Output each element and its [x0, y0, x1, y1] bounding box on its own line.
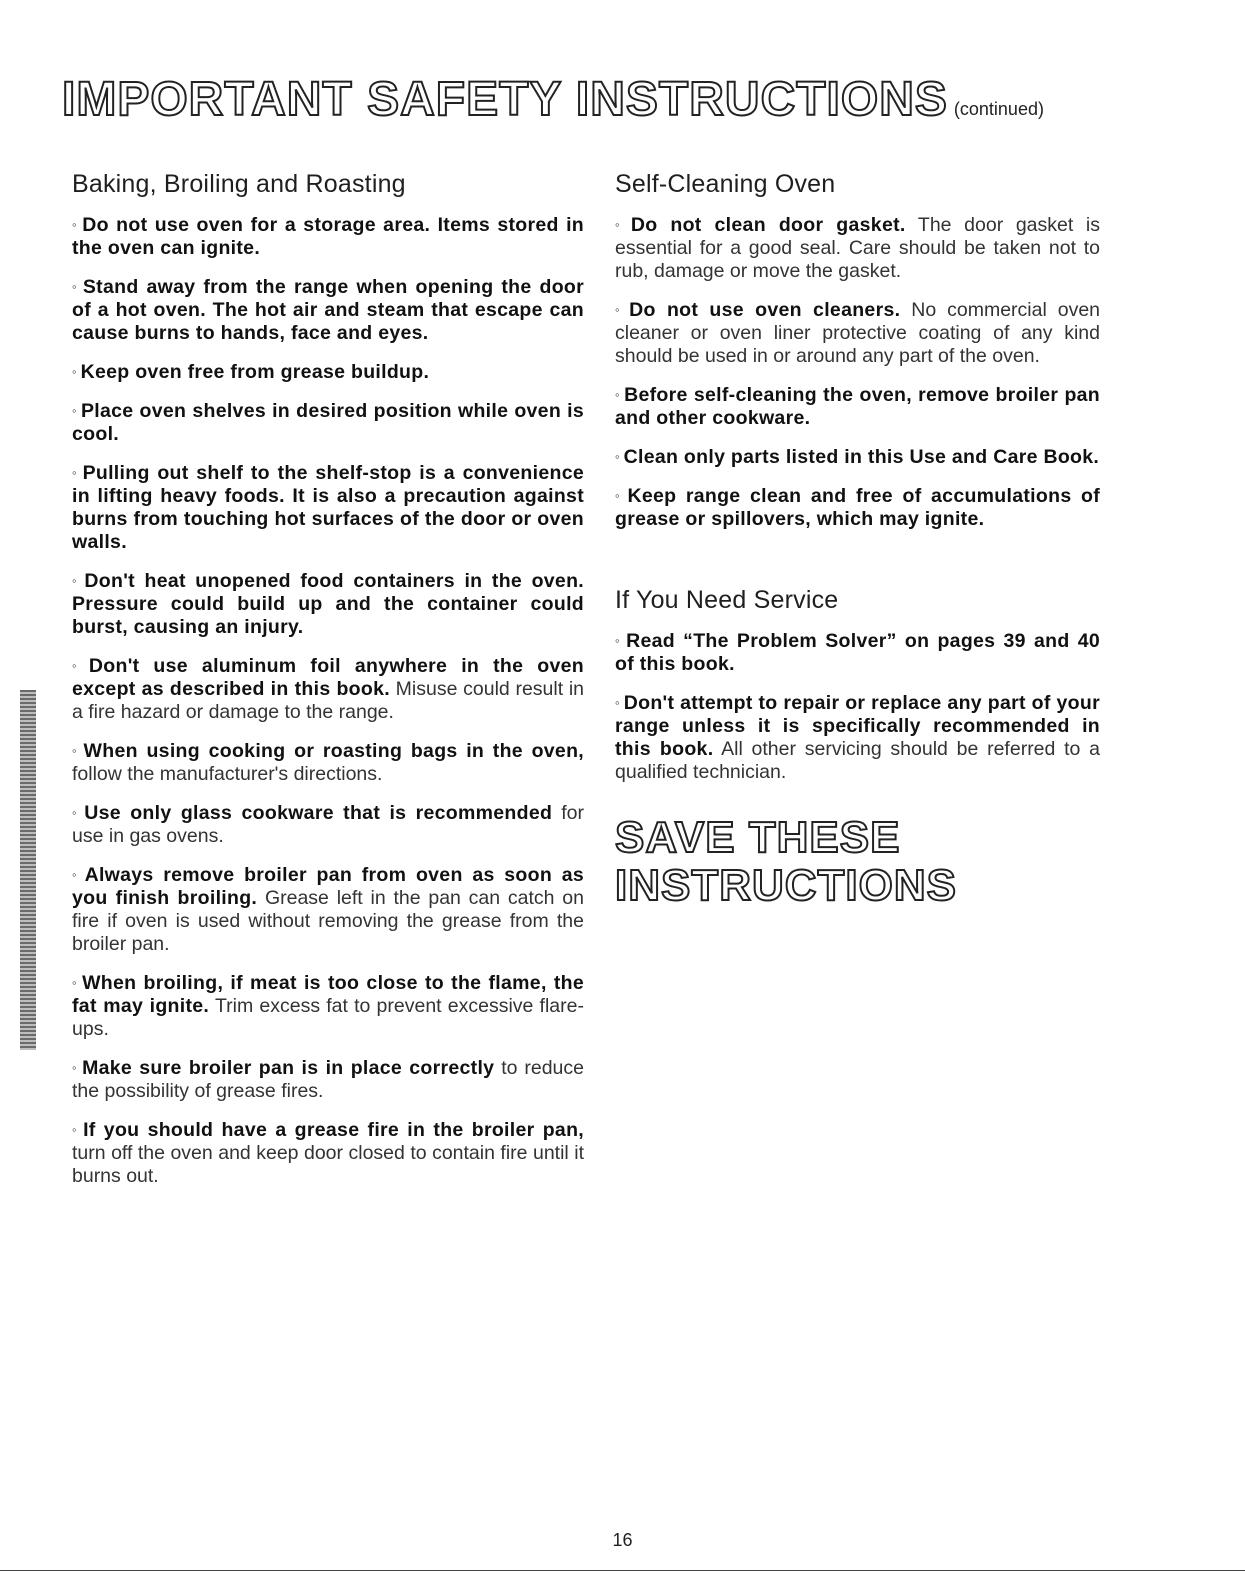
- instruction-item: [615, 383, 1100, 430]
- instruction-item: [72, 863, 584, 956]
- left-column: [72, 170, 584, 1203]
- bullet-icon: ◦: [72, 573, 81, 588]
- instruction-rest: to reduce the possibility of grease fires.: [72, 1057, 584, 1102]
- instruction-rest: for use in gas ovens.: [72, 802, 585, 847]
- instruction-lead: Use only glass cookware that is recommended: [84, 802, 553, 824]
- bullet-icon: ◦: [72, 658, 85, 673]
- instruction-item: [72, 461, 584, 554]
- bullet-icon: ◦: [615, 302, 626, 317]
- instruction-rest: follow the manufacturer's directions.: [72, 763, 383, 785]
- instruction-lead: Keep range clean and free of accumulations of grease or spillovers, which may ignite.: [615, 485, 1100, 530]
- instruction-lead: Place oven shelves in desired position while oven is cool.: [72, 400, 584, 445]
- instruction-item: [72, 360, 584, 384]
- bullet-icon: ◦: [72, 1060, 79, 1075]
- save-line-1: SAVE THESE: [615, 813, 901, 862]
- section-heading-service: If You Need Service: [615, 586, 839, 614]
- bullet-icon: ◦: [615, 488, 624, 503]
- instruction-rest: Trim excess fat to prevent excessive flare-ups.: [72, 995, 584, 1040]
- instruction-item: [72, 739, 584, 786]
- scan-edge-artifact: [20, 690, 36, 1050]
- bullet-icon: ◦: [72, 403, 77, 418]
- bullet-icon: ◦: [615, 387, 621, 402]
- page-number: 16: [612, 1530, 633, 1550]
- save-instructions-banner: [615, 814, 1100, 910]
- bullet-icon: ◦: [72, 743, 80, 758]
- instruction-lead: Stand away from the range when opening the door of a hot oven. The hot air and steam that escape can cause burns to hands, face and eyes.: [72, 276, 584, 344]
- instruction-lead: Do not clean door gasket.: [630, 214, 906, 236]
- bullet-icon: ◦: [72, 975, 79, 990]
- bullet-icon: ◦: [72, 364, 77, 379]
- instruction-item: [72, 801, 584, 848]
- instruction-lead: Before self-cleaning the oven, remove broiler pan and other cookware.: [615, 384, 1101, 429]
- bullet-icon: ◦: [72, 279, 79, 294]
- bullet-icon: ◦: [72, 465, 79, 480]
- instruction-item: [72, 275, 584, 345]
- instruction-rest: No commercial oven cleaner or oven liner protective coating of any kind should be used in or around any part of the oven.: [615, 299, 1101, 367]
- instruction-lead: Do not use oven for a storage area. Items stored in the oven can ignite.: [72, 214, 584, 259]
- instruction-rest: Misuse could result in a fire hazard or damage to the range.: [72, 678, 585, 723]
- bullet-icon: ◦: [72, 1122, 80, 1137]
- page-title-subtitle: (continued): [953, 99, 1044, 119]
- instruction-lead: Make sure broiler pan is in place correctly: [82, 1057, 495, 1079]
- service-instructions-list: [615, 629, 1100, 784]
- baking-instructions-list: [72, 213, 584, 1188]
- bullet-icon: ◦: [615, 217, 627, 232]
- section-heading-self-cleaning: Self-Cleaning Oven: [615, 170, 836, 198]
- instruction-lead: Do not use oven cleaners.: [629, 299, 901, 321]
- instruction-lead: Pulling out shelf to the shelf-stop is a convenience in lifting heavy foods. It is also a precaution against burns from touching hot surfaces of the door or oven walls.: [72, 462, 585, 553]
- section-spacer: [615, 546, 1100, 586]
- instruction-lead: Clean only parts listed in this Use and Care Book.: [623, 446, 1100, 468]
- instruction-lead: Don't attempt to repair or replace any part of your range unless it is specifically recommended in this book.: [615, 692, 1100, 760]
- bullet-icon: ◦: [72, 217, 79, 232]
- instruction-lead: Always remove broiler pan from oven as soon as you finish broiling.: [72, 864, 585, 909]
- bullet-icon: ◦: [615, 695, 620, 710]
- page-title-text: IMPORTANT SAFETY INSTRUCTIONS: [62, 73, 948, 126]
- bottom-rule: [0, 1570, 1245, 1571]
- page-title: [62, 72, 1044, 127]
- instruction-rest: The door gasket is essential for a good seal. Care should be taken not to rub, damage or move the gasket.: [615, 214, 1101, 282]
- instruction-rest: turn off the oven and keep door closed to contain fire until it burns out.: [72, 1142, 584, 1187]
- instruction-item: [72, 1118, 584, 1188]
- instruction-item: [72, 399, 584, 446]
- bullet-icon: ◦: [72, 867, 81, 882]
- bullet-icon: ◦: [615, 449, 620, 464]
- section-heading-baking: Baking, Broiling and Roasting: [72, 170, 406, 198]
- instruction-rest: Grease left in the pan can catch on fire if oven is used without removing the grease from the broiler pan.: [72, 887, 584, 955]
- instruction-item: [615, 691, 1100, 784]
- instruction-rest: All other servicing should be referred to a qualified technician.: [615, 738, 1100, 783]
- instruction-item: [72, 1056, 584, 1103]
- instruction-lead: Keep oven free from grease buildup.: [80, 361, 430, 383]
- instruction-lead: If you should have a grease fire in the broiler pan,: [83, 1119, 585, 1141]
- instruction-item: [615, 484, 1100, 531]
- instruction-item: [72, 213, 584, 260]
- instruction-item: [72, 971, 584, 1041]
- instruction-lead: When broiling, if meat is too close to the flame, the fat may ignite.: [72, 972, 585, 1017]
- save-line-2: INSTRUCTIONS: [615, 861, 957, 910]
- instruction-item: [615, 445, 1100, 469]
- right-column: [615, 170, 1100, 910]
- instruction-lead: Don't heat unopened food containers in the oven. Pressure could build up and the container could burst, causing an injury.: [72, 570, 585, 638]
- instruction-item: [615, 213, 1100, 283]
- instruction-item: [72, 654, 584, 724]
- bullet-icon: ◦: [615, 633, 623, 648]
- bullet-icon: ◦: [72, 805, 81, 820]
- instruction-lead: Read “The Problem Solver” on pages 39 and 40 of this book.: [615, 630, 1100, 675]
- instruction-item: [72, 569, 584, 639]
- instruction-item: [615, 629, 1100, 676]
- instruction-lead: Don't use aluminum foil anywhere in the oven except as described in this book.: [72, 655, 584, 700]
- instruction-item: [615, 298, 1100, 368]
- instruction-lead: When using cooking or roasting bags in the oven,: [83, 740, 585, 762]
- self-cleaning-instructions-list: [615, 213, 1100, 531]
